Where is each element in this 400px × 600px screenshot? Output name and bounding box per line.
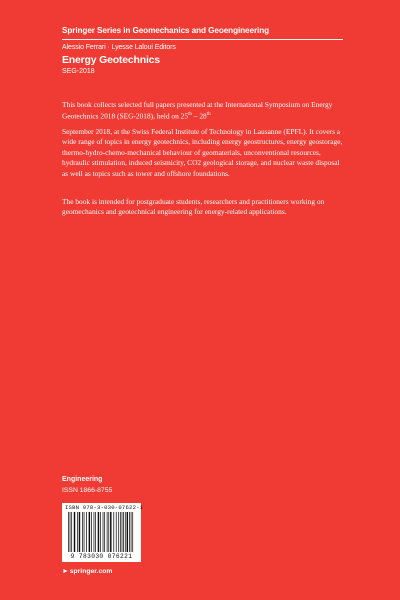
isbn-text: ISBN 978-3-030-07622-1 [65,504,144,511]
barcode-bar [89,512,90,552]
paragraph1-text-b: – 28 [191,111,207,121]
barcode-bar [110,512,111,552]
issn-label: ISSN 1866-8755 [62,487,113,494]
discipline-label: Engineering [62,476,103,483]
book-title: Energy Geotechnics [62,54,160,66]
barcode-bar [113,512,114,552]
barcode-bar [68,512,69,552]
barcode-bar [91,512,92,552]
editors-names: Alessio Ferrari · Lyesse Laloui [62,44,153,51]
barcode-bar [125,512,126,552]
barcode-bar [70,512,71,552]
barcode-bar [84,512,85,552]
paragraph1-sup-2: th [206,112,211,118]
barcode-bar [132,512,133,552]
paragraph1-text-a: This book collects selected full papers presented at the International Symposium on Energy Geotechnics 2018 (SEG-2018), held on 25 [62,100,333,121]
arrow-icon: ► [62,568,69,575]
description-paragraph-1 [62,100,344,122]
barcode-bar [122,512,123,552]
series-title: Springer Series in Geomechanics and Geoengineering [62,26,270,35]
barcode-bar [120,512,121,552]
barcode-bar [108,512,109,552]
barcode-bar [79,512,80,552]
barcode-bar [98,512,99,552]
barcode-bar [104,512,105,552]
barcode-bar [82,512,83,552]
barcode-bar [77,512,78,552]
website-link[interactable] [62,568,112,575]
book-subtitle: SEG-2018 [62,68,95,75]
barcode-bar [71,512,72,552]
barcode-bar [94,512,95,552]
paragraph1-sup-1: th [188,112,192,118]
description-paragraph-2: September 2018, at the Swiss Federal Institute of Technology in Lausanne (EPFL). It covers a wide range of topics in energy geotechnics, including energy geostructures, energy geostorage, thermo-hydro-chemo-mechanical behaviour of geomaterials, unconventional resources, hydraulic stimulation, induced seismicity, CO2 geological storage, and nuclear waste disposal as well as topics such as tower and offshore foundations. [62,127,343,178]
editors-line [62,44,176,51]
barcode-bar [86,512,87,552]
barcode-bar [103,512,104,552]
barcode-bar [118,512,119,552]
editors-role: Editors [154,44,176,51]
barcode-bar [107,512,108,552]
barcode-digits: 9 783030 076221 [70,553,133,560]
description-paragraph-3: The book is intended for postgraduate students, researchers and practitioners working on geomechanics and geotechnical engineering for energy-related applications. [62,197,325,217]
barcode-panel [62,503,144,562]
barcode-bar [100,512,101,552]
barcode-bar [116,512,117,552]
website-text: springer.com [69,568,113,575]
barcode-bar [127,512,128,552]
barcode-icon [68,512,135,553]
barcode-bar [95,512,96,552]
barcode-bar [129,512,130,552]
divider-rule [62,39,343,40]
barcode-bar [123,512,124,552]
barcode-bar [74,512,75,552]
barcode-bar [131,512,132,552]
